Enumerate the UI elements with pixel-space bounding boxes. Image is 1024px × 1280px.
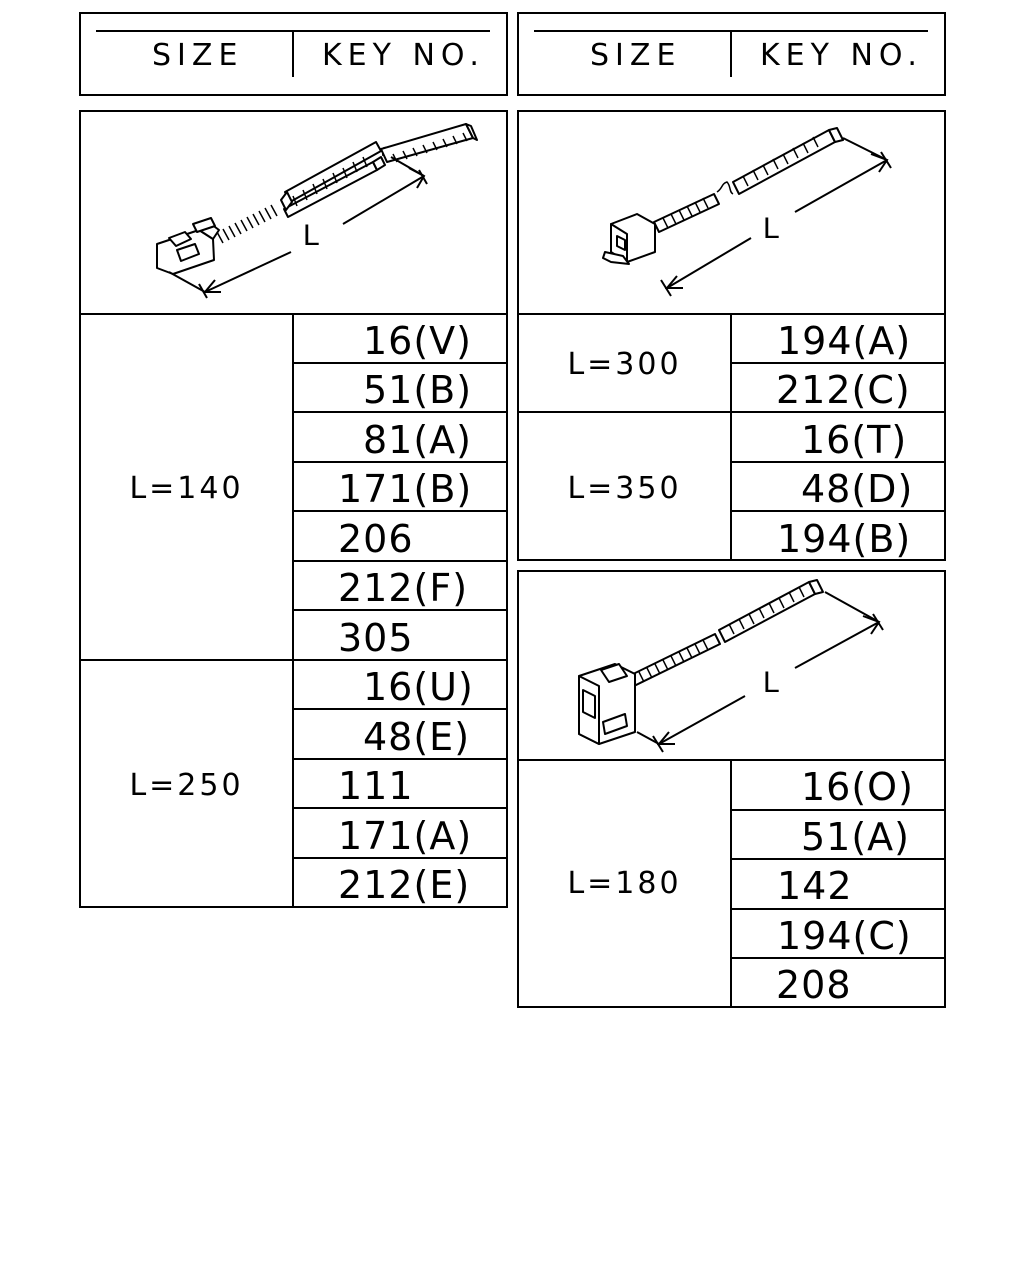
key-number: 208	[776, 963, 852, 1007]
key-number: 48(D)	[801, 467, 914, 511]
key-number: 142	[777, 864, 853, 908]
key-number: 212(F)	[338, 566, 469, 610]
right-top-illus-dimension-label: L	[763, 212, 780, 245]
key-number: 212(E)	[338, 863, 471, 907]
size-label-l250: L=250	[129, 768, 244, 803]
right-bottom-row-divider	[730, 908, 946, 910]
key-number: 16(U)	[363, 665, 474, 709]
cable-tie-with-bracket-icon	[519, 572, 944, 758]
size-label-l300: L=300	[567, 347, 682, 382]
size-label-l140: L=140	[129, 471, 244, 506]
right-header-divider	[730, 31, 732, 77]
right-bottom-column-divider	[730, 759, 732, 1008]
key-number: 194(C)	[777, 914, 912, 958]
left-illus-dimension-label: L	[303, 219, 320, 252]
key-number: 171(B)	[338, 467, 473, 511]
right-header-size: SIZE	[590, 38, 682, 73]
key-number: 194(A)	[777, 319, 912, 363]
key-number: 16(V)	[363, 319, 472, 363]
right-bottom-row-divider	[730, 809, 946, 811]
key-number: 81(A)	[363, 418, 472, 462]
size-label-l180: L=180	[567, 866, 682, 901]
cable-tie-with-mount-icon	[81, 112, 506, 312]
key-number: 48(E)	[363, 715, 471, 759]
key-number: 16(T)	[801, 418, 908, 462]
left-header-divider	[292, 31, 294, 77]
right-header-key-no: KEY NO.	[760, 38, 923, 73]
key-number: 212(C)	[776, 368, 911, 412]
right-bottom-illus-dimension-label: L	[763, 666, 780, 699]
key-number: 111	[338, 764, 414, 808]
key-number: 51(A)	[801, 815, 910, 859]
cable-tie-with-clip-icon	[519, 112, 944, 312]
left-header-key-no: KEY NO.	[322, 38, 485, 73]
key-number: 171(A)	[338, 814, 473, 858]
size-label-l350: L=350	[567, 471, 682, 506]
left-header-size: SIZE	[152, 38, 244, 73]
key-number: 16(O)	[801, 765, 914, 809]
right-top-column-divider	[730, 313, 732, 561]
key-number: 206	[338, 517, 414, 561]
key-number: 194(B)	[777, 517, 912, 561]
key-number: 51(B)	[363, 368, 473, 412]
key-number: 305	[338, 616, 414, 660]
left-group-divider	[79, 659, 508, 661]
